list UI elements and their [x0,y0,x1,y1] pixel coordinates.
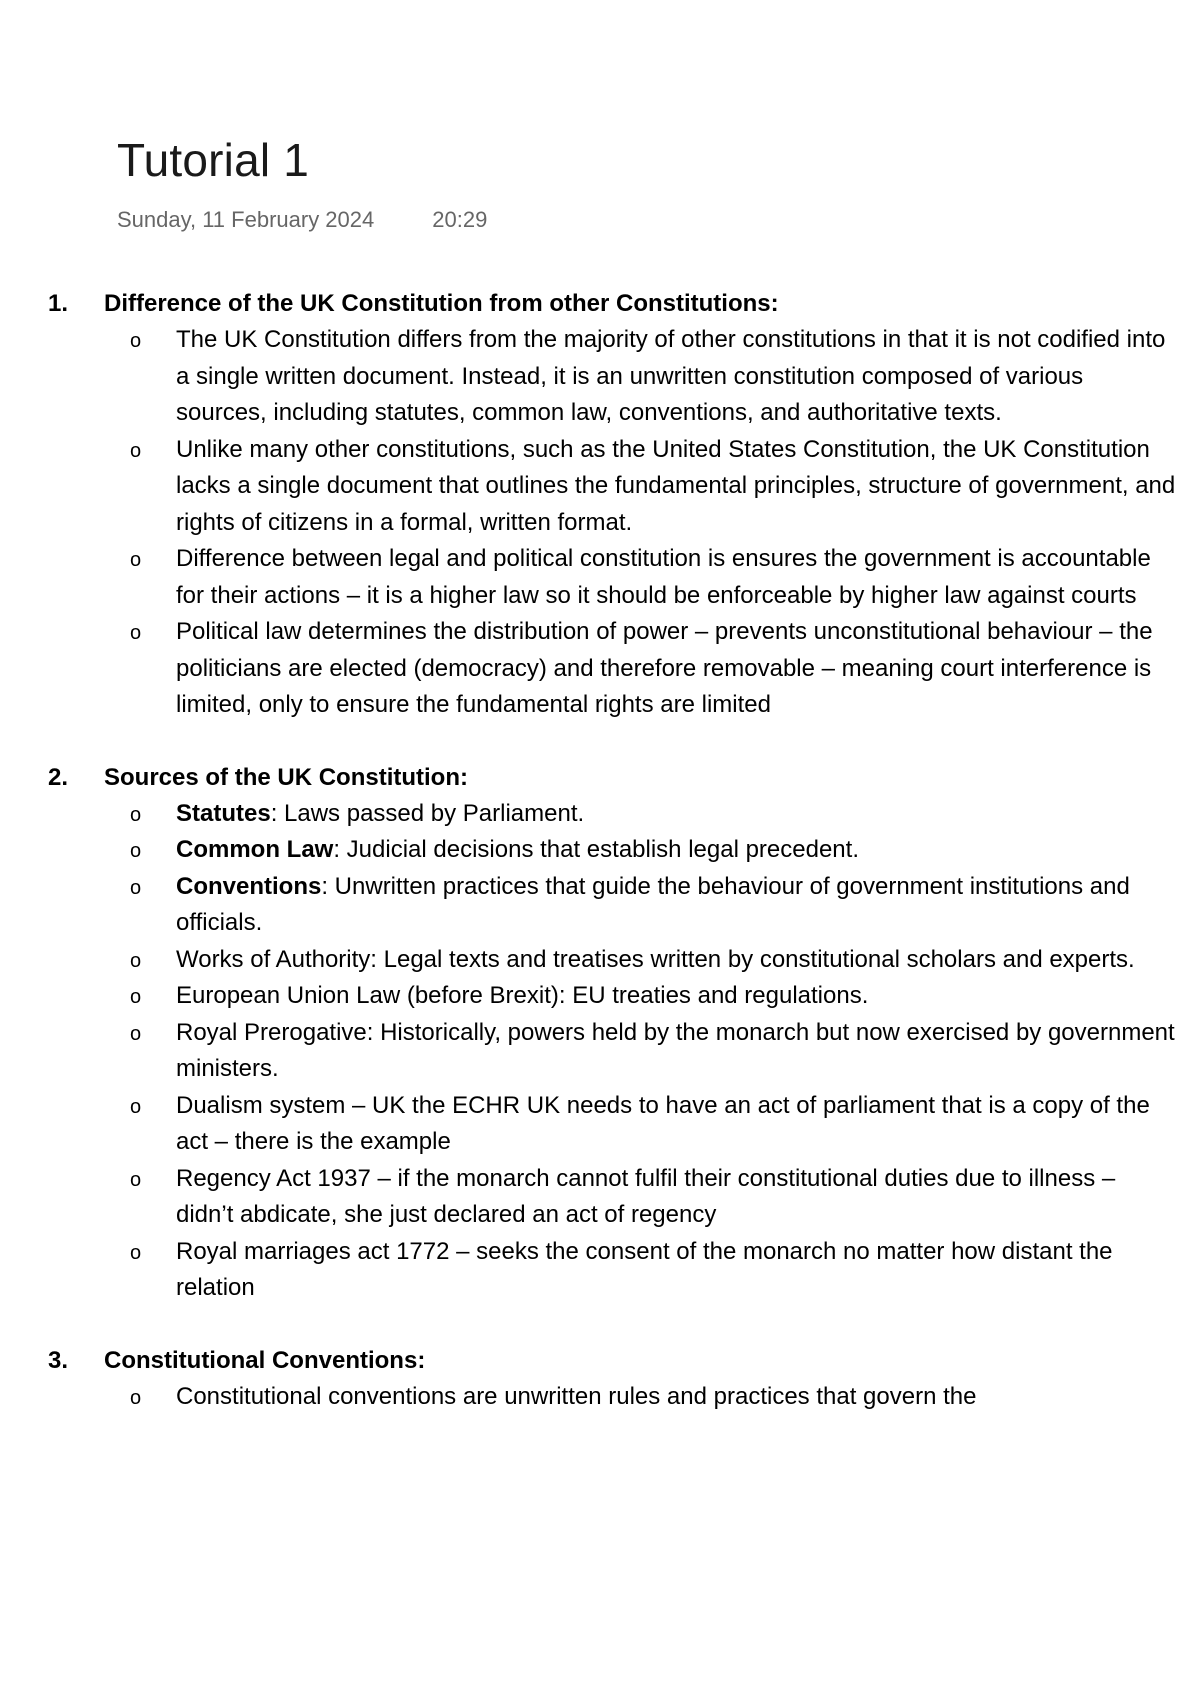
list-item-body: Political law determines the distribution of power – prevents unconstitutional behaviour – the politicians are elected (democracy) and therefore removable – meaning court interference is limited, only to ensure the fundamental rights are limited [176,618,1153,718]
list-item [48,796,1176,833]
list-item-body: : Judicial decisions that establish legal precedent. [333,836,859,863]
list-item-body: Royal Prerogative: Historically, powers held by the monarch but now exercised by government ministers. [176,1018,1175,1082]
list-item-text [176,1379,1176,1416]
bullet-icon: o [130,439,142,462]
list-item-body: Royal marriages act 1772 – seeks the consent of the monarch no matter how distant the relation [176,1237,1113,1301]
bullet-icon: o [130,803,142,826]
list-item-text [176,1234,1176,1307]
bullet-icon: o [130,1241,142,1264]
list-item-text [176,869,1176,942]
section-number: 2. [48,763,69,791]
notes-content [48,286,1176,1451]
section-1 [48,286,1176,724]
section-heading-text: Sources of the UK Constitution: [104,763,468,791]
list-item [48,432,1176,542]
bullet-icon: o [130,986,142,1008]
list-item [48,322,1176,432]
list-item-term: Conventions [176,872,322,900]
list-item-term: Statutes [176,799,271,827]
list-item-text [176,1015,1176,1088]
list-item-text [176,541,1176,614]
list-item-body: Unlike many other constitutions, such as the United States Constitution, the UK Constitution lacks a single document that outlines the fundamental principles, structure of government, and rights of citizens in a formal, written format. [176,435,1176,536]
page-date: Sunday, 11 February 2024 [117,207,375,232]
bullet-icon: o [130,1095,142,1118]
list-item-text [176,1161,1176,1234]
page-time: 20:29 [432,207,488,232]
list-item [48,869,1176,942]
list-item [48,942,1176,979]
bullet-icon: o [130,876,142,899]
section-heading-text: Difference of the UK Constitution from other Constitutions: [104,290,779,317]
bullet-icon: o [130,622,142,644]
bullet-icon: o [130,330,142,352]
list-item-body: Constitutional conventions are unwritten rules and practices that govern the [176,1382,977,1410]
list-item [48,1015,1176,1088]
list-item-text [176,322,1176,432]
section-3 [48,1343,1148,1416]
page-title: Tutorial 1 [117,134,310,186]
list-item-text [176,832,1176,869]
section-heading [48,1343,1148,1379]
list-item [48,1088,1176,1161]
list-item-body: Works of Authority: Legal texts and treatises written by constitutional scholars and experts. [176,945,1135,973]
list-item-text [176,432,1176,542]
list-item [48,832,1176,869]
list-item-text [176,978,1176,1015]
list-item [48,541,1176,614]
list-item-body: European Union Law (before Brexit): EU treaties and regulations. [176,982,869,1009]
page-timestamp [117,207,487,233]
list-item-body: Regency Act 1937 – if the monarch cannot fulfil their constitutional duties due to illness – didn’t abdicate, she just declared an act of regency [176,1164,1116,1228]
list-item-body: The UK Constitution differs from the majority of other constitutions in that it is not codified into a single written document. Instead, it is an unwritten constitution composed of various sources, including statutes, common law, conventions, and authoritative texts. [176,326,1166,426]
bullet-list [48,796,1175,1307]
list-item-text [176,796,1176,833]
list-item [48,1379,1176,1416]
list-item-body: : Unwritten practices that guide the behaviour of government institutions and officials. [176,872,1130,936]
section-heading [48,760,1148,796]
section-heading [48,286,1148,322]
bullet-icon: o [130,949,142,972]
list-item-text [176,614,1176,724]
bullet-icon: o [130,1168,142,1191]
bullet-icon: o [130,1386,142,1409]
list-item-term: Common Law [176,836,334,863]
list-item-text [176,942,1176,979]
section-number: 3. [48,1346,69,1374]
list-item-body: : Laws passed by Parliament. [270,799,585,827]
bullet-list [48,1379,1148,1416]
list-item [48,1161,1176,1234]
list-item [48,1234,1176,1307]
bullet-icon: o [130,549,142,571]
section-2 [48,760,1175,1307]
list-item-text [176,1088,1176,1161]
list-item-body: Dualism system – UK the ECHR UK needs to have an act of parliament that is a copy of the act – there is the example [176,1091,1150,1155]
bullet-icon: o [130,1022,142,1045]
bullet-icon: o [130,840,142,862]
list-item-body: Difference between legal and political constitution is ensures the government is accountable for their actions – it is a higher law so it should be enforceable by higher law against courts [176,545,1151,609]
section-number: 1. [48,290,69,317]
bullet-list [48,322,1176,724]
list-item [48,978,1176,1015]
section-heading-text: Constitutional Conventions: [104,1346,426,1374]
list-item [48,614,1176,724]
